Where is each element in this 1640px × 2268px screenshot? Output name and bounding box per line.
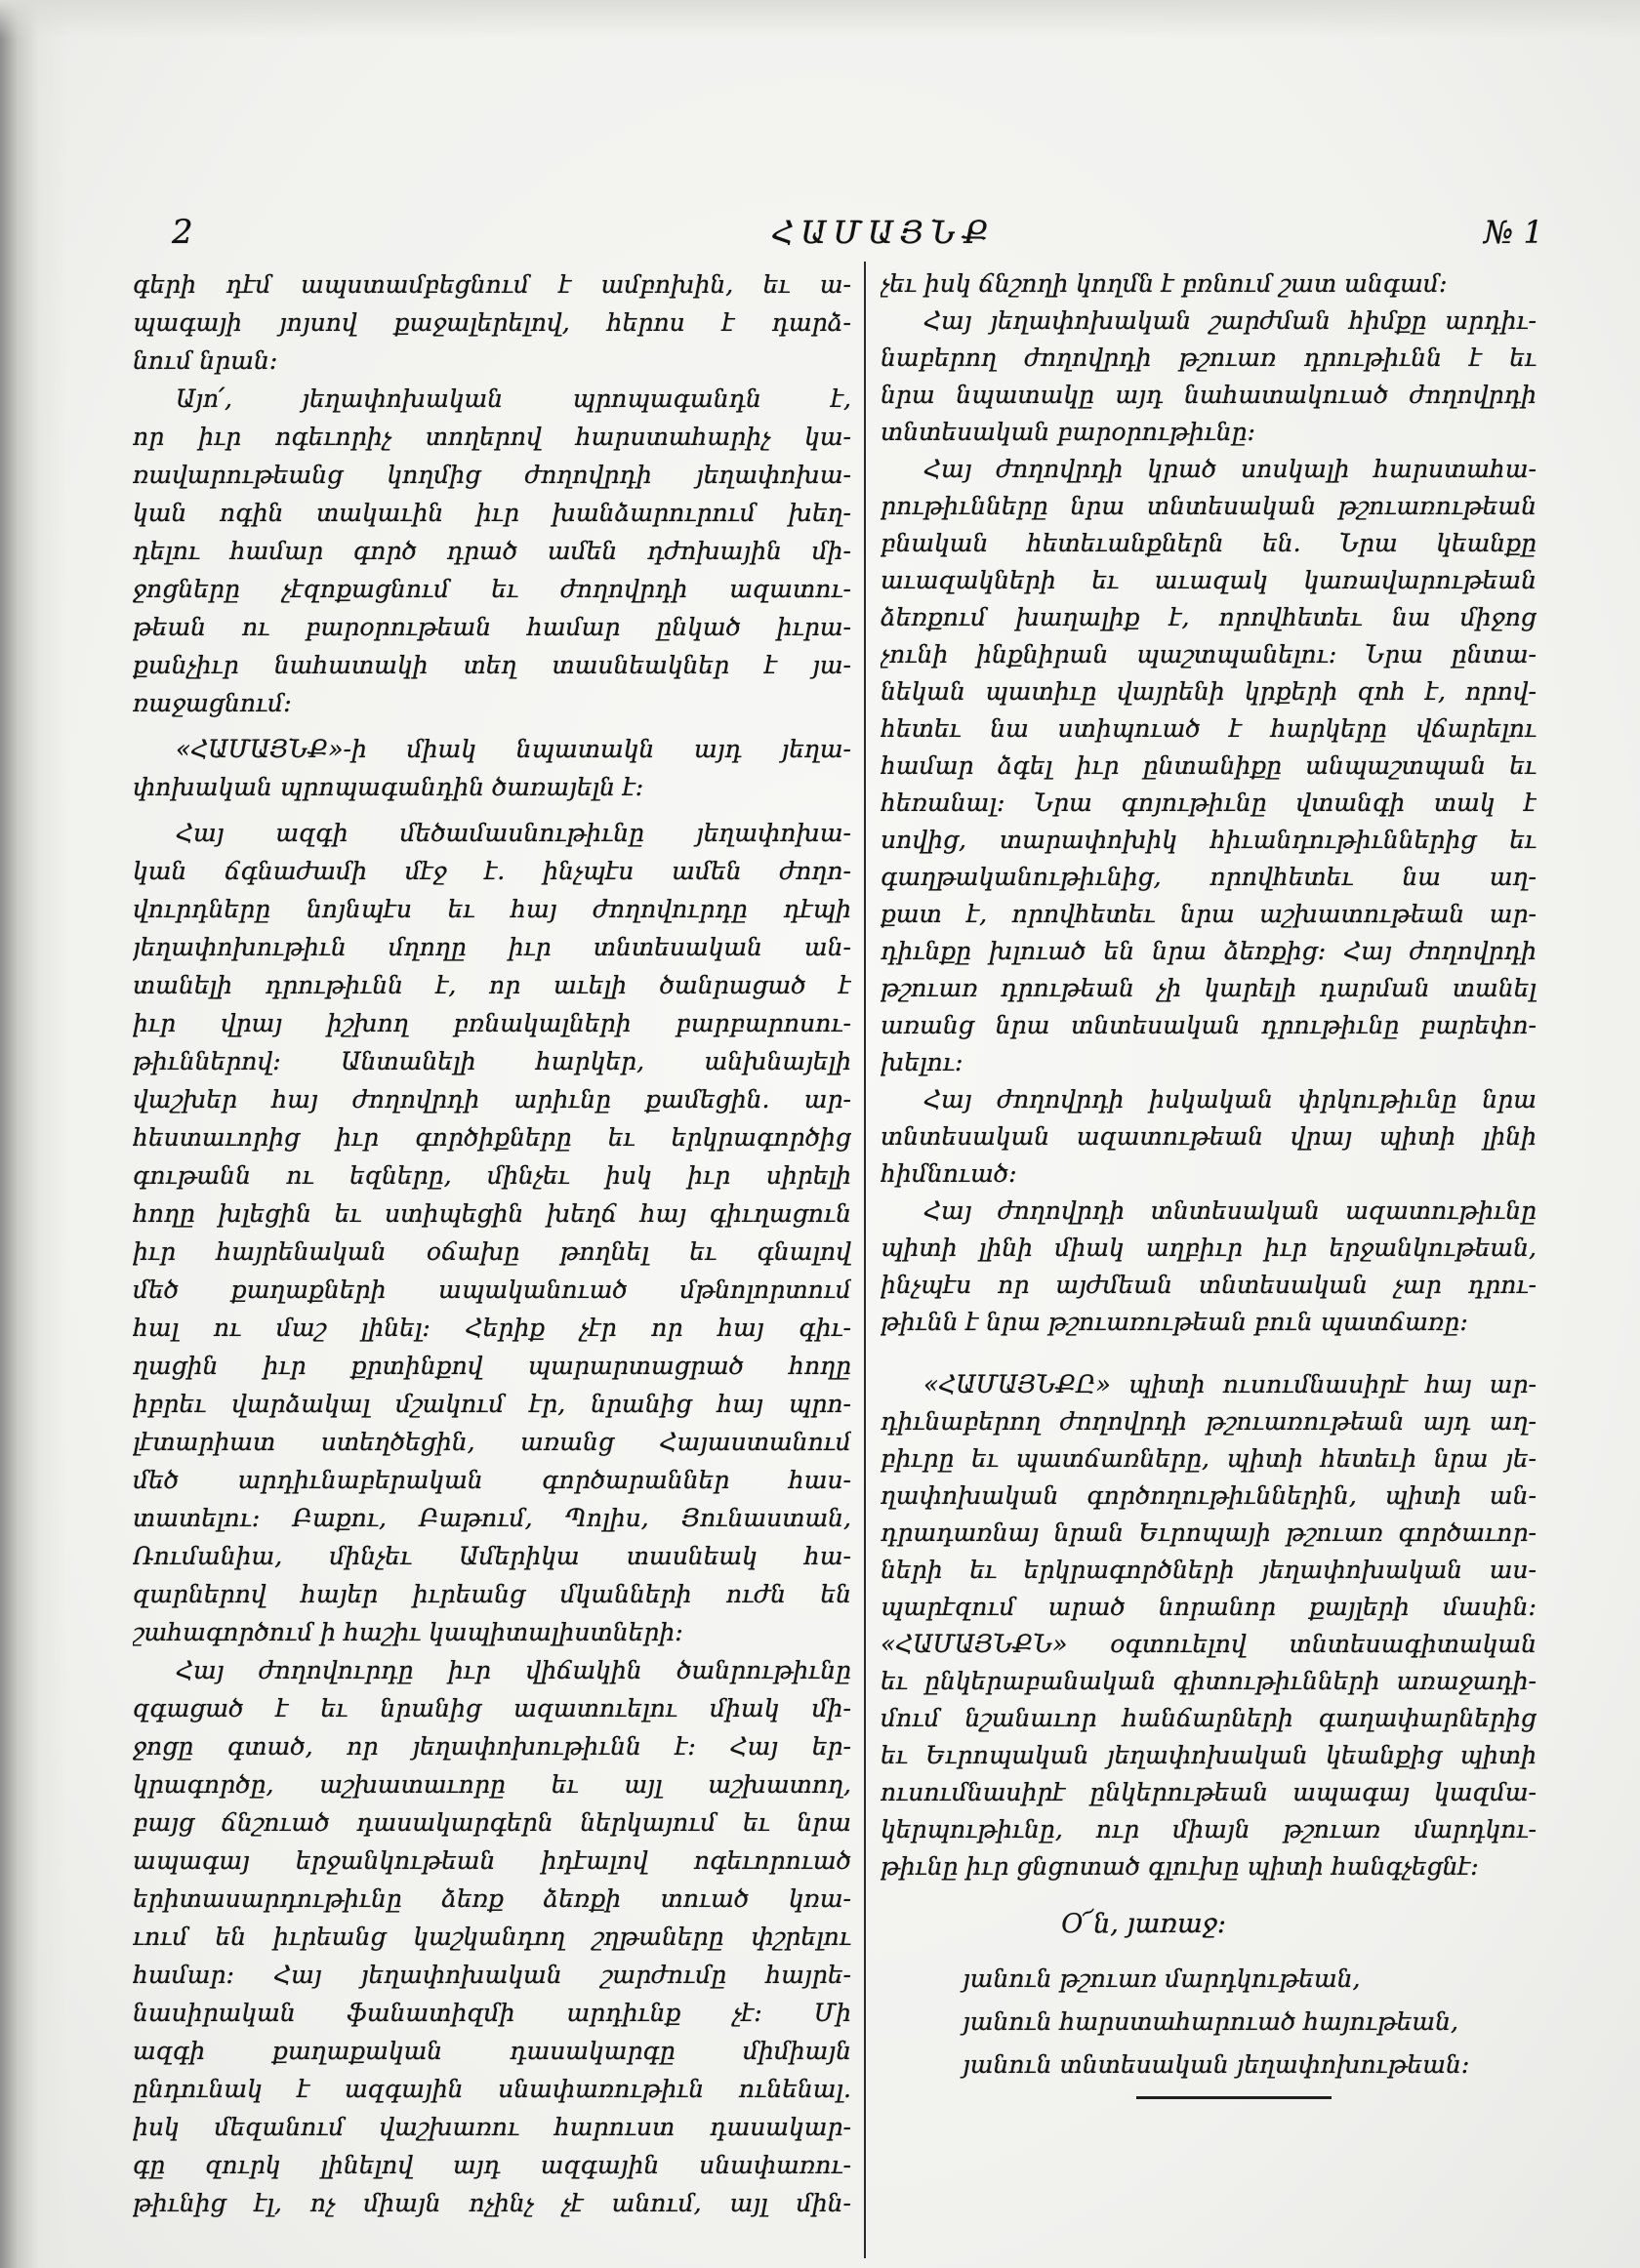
text-line: գերի դէմ ապստամբեցնում է ամբոխին, եւ ա- xyxy=(133,270,851,299)
text-line: տանելի դրութիւնն է, որ աւելի ծանրացած է xyxy=(133,971,851,999)
text-line: դրադառնայ նրան Եւրոպայի թշուառ գործաւոր- xyxy=(881,1519,1537,1547)
paragraph xyxy=(881,1081,1537,1193)
text-line: դիւնքը խլուած են նրա ձեռքից։ Հայ ժողովրդի xyxy=(881,937,1537,965)
paragraph xyxy=(133,265,851,380)
text-line: պագայի յոյսով քաջալերելով, հերոս է դարձ- xyxy=(133,308,851,337)
text-line: լէտարիատ ստեղծեցին, առանց Հայաստանում xyxy=(133,1428,851,1456)
text-line: գութանն ու եզները, մինչեւ իսկ իւր սիրելի xyxy=(133,1161,851,1190)
text-line: կան ճգնաժամի մէջ է. ինչպէս ամեն ժողո- xyxy=(133,857,851,885)
column-divider xyxy=(864,262,866,2258)
text-line: իւր հայրենական օճախը թողնել եւ գնալով xyxy=(133,1237,851,1266)
issue-number: № 1 xyxy=(1484,214,1543,251)
text-line: Հայ յեղափոխական շարժման հիմքը արդիւ- xyxy=(923,306,1537,335)
text-line: քանչիւր նահատակի տեղ տասնեակներ է յա- xyxy=(133,651,851,679)
text-line: ինչպէս որ այժմեան տնտեսական չար դրու- xyxy=(881,1271,1537,1299)
text-line: վաշխեր հայ ժողովրդի արիւնը քամեցին. ար- xyxy=(133,1085,851,1114)
text-line: փոխական պրոպագանդին ծառայելն է։ xyxy=(133,773,644,801)
paragraph xyxy=(881,303,1537,451)
text-line: րութիւնները նրա տնտեսական թշուառութեան xyxy=(881,492,1537,520)
text-line: սովից, տարափոխիկ հիւանդութիւններից եւ xyxy=(881,826,1537,854)
text-line: Հայ ժողովրդի տնտեսական ազատութիւնը xyxy=(923,1196,1537,1225)
text-line: թիւնն է նրա թշուառութեան բուն պատճառը։ xyxy=(881,1308,1468,1336)
text-line: բայց ճնշուած դասակարգերն ներկայում եւ նրա xyxy=(133,1808,851,1837)
text-line: նասիրական ֆանատիզմի արդիւնք չէ։ Մի xyxy=(133,1999,851,2027)
text-line: իսկ մեզանում վաշխառու հարուստ դասակար- xyxy=(133,2113,851,2141)
closing-slogan: յանուն հարստահարուած հայութեան, xyxy=(963,2007,1458,2036)
text-line: Հայ ժողովուրդը իւր վիճակին ծանրութիւնը xyxy=(176,1656,851,1684)
text-line: ջոցը գտած, որ յեղափոխութիւնն է։ Հայ եր- xyxy=(133,1732,851,1761)
text-line: առանց նրա տնտեսական դրութիւնը բարեփո- xyxy=(881,1011,1537,1039)
text-line: «ՀԱՄԱՅՆՔԸ» պիտի ուսումնասիրէ հայ ար- xyxy=(923,1370,1537,1398)
text-line: նում նրան։ xyxy=(133,346,278,375)
text-line: ընդունակ է ազգային սնափառութիւն ունենալ. xyxy=(133,2075,851,2103)
text-line: ւում են իւրեանց կաշկանդող շղթաները փշրելու xyxy=(133,1923,851,1951)
text-line: Հայ ժողովրդի իսկական փրկութիւնը նրա xyxy=(923,1085,1537,1114)
text-line: բիւրը եւ պատճառները, պիտի հետեւի նրա յե- xyxy=(881,1444,1537,1473)
text-line: համար ձգել իւր ընտանիքը անպաշտպան եւ xyxy=(881,751,1537,780)
right-column-text xyxy=(881,265,1537,1885)
page-number: 2 xyxy=(172,213,193,252)
paragraph xyxy=(881,451,1537,1081)
text-line: չեւ իսկ ճնշողի կողմն է բռնում շատ անգամ։ xyxy=(881,269,1448,298)
text-line: թիւնը իւր ցնցոտած գլուխը պիտի հանգչեցնէ։ xyxy=(881,1852,1479,1881)
text-line: թիւնից էլ, ոչ միայն ոչինչ չէ անում, այլ մին- xyxy=(133,2189,851,2217)
text-line: հիմնուած։ xyxy=(881,1159,1017,1188)
text-line: ապագայ երջանկութեան իդէալով ոգեւորուած xyxy=(133,1846,851,1875)
scan-edge-shadow xyxy=(0,0,68,2268)
text-line: հեռանալ։ Նրա գոյութիւնը վտանգի տակ է xyxy=(881,789,1537,817)
text-line: Ռումանիա, մինչեւ Ամերիկա տասնեակ հա- xyxy=(133,1542,851,1570)
text-line: ձեռքում խաղալիք է, որովհետեւ նա միջոց xyxy=(881,603,1537,631)
left-column-text xyxy=(133,265,851,2222)
text-line: ռավարութեանց կողմից ժողովրդի յեղափոխա- xyxy=(133,461,851,489)
text-line: բնական հետեւանքներն են. Նրա կեանքը xyxy=(881,529,1537,557)
text-line: պիտի լինի միակ աղբիւր իւր երջանկութեան, xyxy=(881,1234,1537,1262)
text-line: թշուառ դրութեան չի կարելի դարման տանել xyxy=(881,974,1537,1002)
text-line: կան ոգին տակաւին իւր խանձարուրում խեղ- xyxy=(133,499,851,527)
text-line: ների եւ երկրագործների յեղափոխական աս- xyxy=(881,1556,1537,1584)
text-line: զարներով հայեր իւրեանց մկանների ուժն են xyxy=(133,1580,851,1608)
text-line: հետեւ նա ստիպուած է հարկերը վճարելու xyxy=(881,714,1537,743)
text-line: տնտեսական ազատութեան վրայ պիտի լինի xyxy=(881,1122,1537,1151)
text-line: ուսումնասիրէ ընկերութեան ապագայ կազմա- xyxy=(881,1778,1537,1806)
paragraph xyxy=(133,380,851,722)
text-line: մեծ քաղաքների ապականուած մթնոլորտում xyxy=(133,1276,851,1304)
text-line: թեան ու բարօրութեան համար ընկած իւրա- xyxy=(133,613,851,641)
closing-exclamation: Օ՜ն, յառաջ։ xyxy=(1061,1909,1227,1939)
end-rule xyxy=(1136,2096,1332,2099)
text-line: հողը խլեցին եւ ստիպեցին խեղճ հայ գիւղացուն xyxy=(133,1199,851,1228)
text-line: յեղափոխութիւն մղողը իւր տնտեսական ան- xyxy=(133,933,851,961)
text-line: գը զուրկ լինելով այդ ազգային սնափառու- xyxy=(133,2151,851,2179)
text-line: ռաջացնում։ xyxy=(133,689,292,717)
text-line: տատելու։ Բաքու, Բաթում, Պոլիս, Յունաստան, xyxy=(133,1504,851,1532)
text-line: զգացած է եւ նրանից ազատուելու միակ մի- xyxy=(133,1694,851,1722)
text-line: համար։ Հայ յեղափոխական շարժումը հայրե- xyxy=(133,1961,851,1989)
text-line: հեստաւորից իւր գործիքները եւ երկրագործից xyxy=(133,1123,851,1152)
text-line: գաղթականութիւնից, որովհետեւ նա աղ- xyxy=(881,863,1537,891)
text-line: կերպութիւնը, ուր միայն թշուառ մարդկու- xyxy=(881,1815,1537,1843)
paragraph xyxy=(133,730,851,806)
text-line: դելու համար գործ դրած ամեն դժոխային մի- xyxy=(133,537,851,565)
text-line: Այո՛, յեղափոխական պրոպագանդն է, xyxy=(176,385,851,413)
text-line: եւ ընկերաբանական գիտութիւնների առաջադի- xyxy=(881,1667,1537,1695)
text-line: խելու։ xyxy=(881,1048,964,1076)
text-line: ղացին իւր քրտինքով պարարտացրած հողը xyxy=(133,1352,851,1380)
newspaper-title: ՀԱՄԱՅՆՔ xyxy=(771,214,996,251)
text-line: շահագործում ի հաշիւ կապիտալիստների։ xyxy=(133,1618,683,1646)
closing-slogan: յանուն թշուառ մարդկութեան, xyxy=(963,1964,1361,1993)
closing-slogan: յանուն տնտեսական յեղափոխութեան։ xyxy=(963,2050,1470,2079)
text-line: տնտեսական բարօրութիւնը։ xyxy=(881,418,1256,446)
text-line: մեծ արդիւնաբերական գործարաններ հաս- xyxy=(133,1466,851,1494)
text-line: իւր վրայ իշխող բռնակալների բարբարոսու- xyxy=(133,1009,851,1037)
text-line: նեկան պատիւը վայրենի կրքերի զոհ է, որով- xyxy=(881,677,1537,706)
text-line: իբրեւ վարձակալ մշակում էր, նրանից հայ պրո- xyxy=(133,1390,851,1418)
closing-slogans xyxy=(881,1958,1537,2086)
text-line: պարէզում արած նորանոր քայլերի մասին։ xyxy=(881,1593,1537,1621)
text-line: Հայ ժողովրդի կրած սոսկալի հարստահա- xyxy=(923,455,1537,483)
text-line: քատ է, որովհետեւ նրա աշխատութեան ար- xyxy=(881,900,1537,928)
left-column xyxy=(133,265,851,2222)
text-line: ջոցները չէզոքացնում եւ ժողովրդի ազատու- xyxy=(133,575,851,603)
scan-top-shadow xyxy=(0,0,1640,39)
paragraph xyxy=(881,1193,1537,1341)
text-line: երիտասարդութիւնը ձեռք ձեռքի տուած կռա- xyxy=(133,1884,851,1913)
paragraph xyxy=(881,265,1537,303)
paragraph xyxy=(133,1651,851,2222)
text-line: Հայ ազգի մեծամասնութիւնը յեղափոխա- xyxy=(176,819,851,847)
text-line: ազգի քաղաքական դասակարգը միմիայն xyxy=(133,2037,851,2065)
text-line: ղափոխական գործողութիւններին, պիտի ան- xyxy=(881,1481,1537,1510)
text-line: մում նշանաւոր հանճարների գաղափարներից xyxy=(881,1704,1537,1732)
text-line: «ՀԱՄԱՅՆՔՆ» օգտուելով տնտեսագիտական xyxy=(881,1630,1537,1658)
text-line: հալ ու մաշ լինել։ Հերիք չէր որ հայ գիւ- xyxy=(133,1314,851,1342)
text-line: որ իւր ոգեւորիչ տողերով հարստահարիչ կա- xyxy=(133,423,851,451)
text-line: վուրդները նոյնպէս եւ հայ ժողովուրդը դէպի xyxy=(133,895,851,923)
text-line: նրա նպատակը այդ նահատակուած ժողովրդի xyxy=(881,381,1537,409)
paragraph xyxy=(133,814,851,1651)
text-line: «ՀԱՄԱՅՆՔ»-ի միակ նպատակն այդ յեղա- xyxy=(176,735,851,763)
right-column xyxy=(881,265,1537,2099)
paragraph xyxy=(881,1366,1537,1885)
text-line: նաբերող ժողովրդի թշուառ դրութիւնն է եւ xyxy=(881,344,1537,372)
text-line: դիւնաբերող ժողովրդի թշուառութեան այդ աղ- xyxy=(881,1407,1537,1436)
text-line: եւ Եւրոպական յեղափոխական կեանքից պիտի xyxy=(881,1741,1537,1769)
text-line: թիւններով։ Անտանելի հարկեր, անխնայելի xyxy=(133,1047,851,1075)
text-line: կրագործը, աշխատաւորը եւ այլ աշխատող, xyxy=(133,1770,851,1799)
text-line: չունի ինքնիրան պաշտպանելու։ Նրա ընտա- xyxy=(881,640,1537,668)
text-line: աւազակների եւ աւազակ կառավարութեան xyxy=(881,566,1537,594)
